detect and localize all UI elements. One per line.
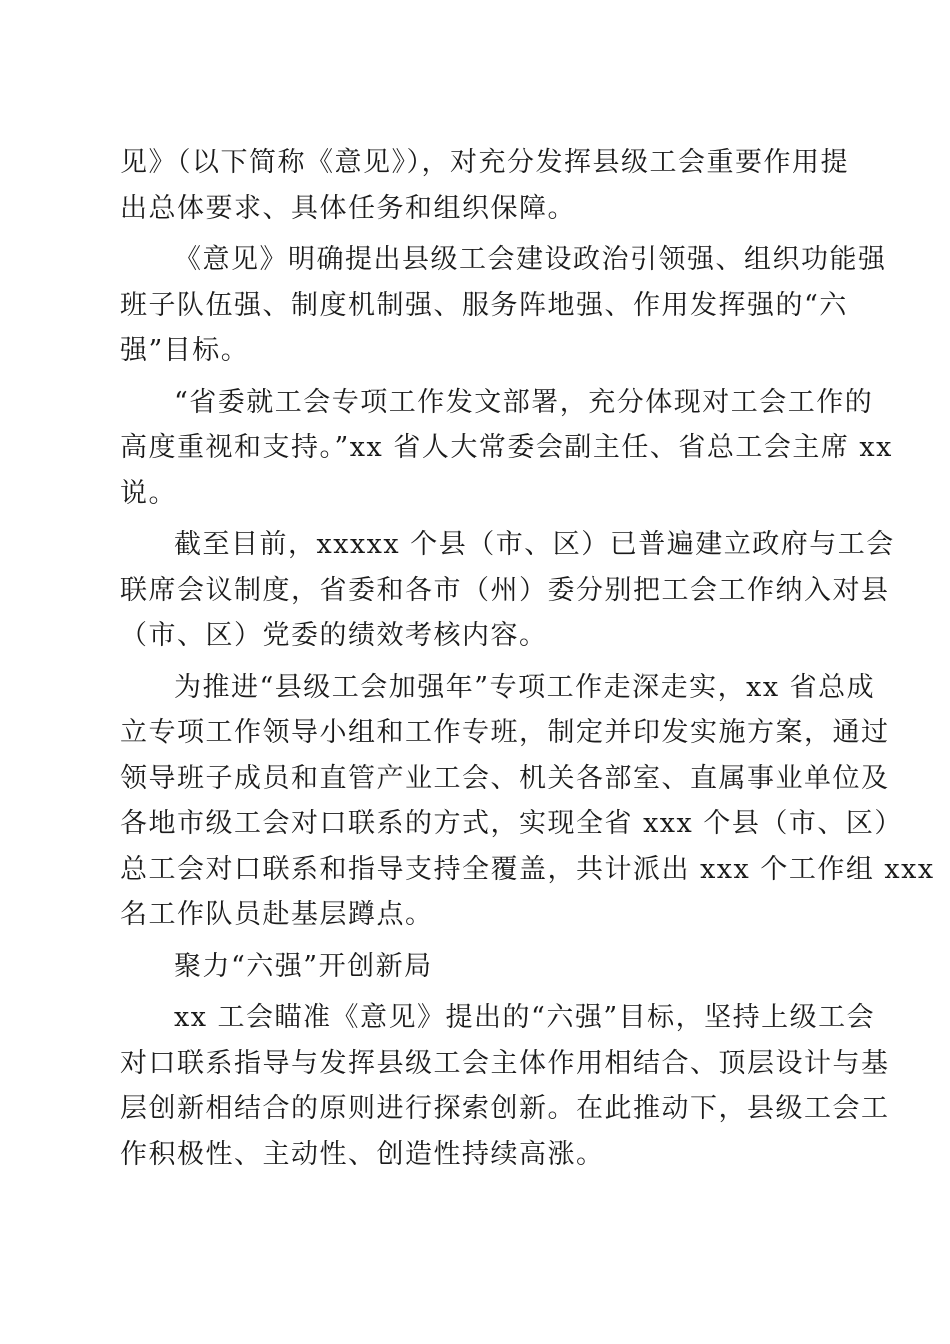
text-line: 立专项工作领导小组和工作专班，制定并印发实施方案，通过 [120,717,890,748]
text-line: xx 工会瞄准《意见》提出的“六强”目标，坚持上级工会 [174,1002,876,1033]
text-line: 联席会议制度，省委和各市（州）委分别把工会工作纳入对县 [120,574,890,606]
text-line: 对口联系指导与发挥县级工会主体作用相结合、顶层设计与基 [120,1047,890,1079]
paragraph [120,522,895,659]
text-line: 出总体要求、具体任务和组织保障。 [120,192,576,224]
text-line: 各地市级工会对口联系的方式，实现全省 xxx 个县（市、区） [120,808,903,839]
text-line: 作积极性、主动性、创造性持续高涨。 [120,1138,605,1170]
text-line: “省委就工会专项工作发文部署，充分体现对工会工作的 [174,386,874,418]
text-line: 《意见》明确提出县级工会建设政治引领强、组织功能强 [174,244,887,275]
text-line: 说。 [120,477,177,509]
paragraph [120,665,935,938]
paragraph [120,237,887,374]
text-line: 层创新相结合的原则进行探索创新。在此推动下，县级工会工 [120,1093,890,1124]
paragraph [120,380,893,517]
text-line: 截至目前，xxxxx 个县（市、区）已普遍建立政府与工会 [174,529,895,560]
document-body [120,140,935,1177]
text-line: 班子队伍强、制度机制强、服务阵地强、作用发挥强的“六 [120,289,848,321]
paragraph [120,140,849,231]
text-line: 强”目标。 [120,335,250,366]
text-line: （市、区）党委的绩效考核内容。 [120,620,548,651]
text-line: 名工作队员赴基层蹲点。 [120,899,434,930]
section-heading [120,944,825,990]
text-line: 为推进“县级工会加强年”专项工作走深走实，xx 省总成 [174,671,876,703]
text-line: 高度重视和支持。”xx 省人大常委会副主任、省总工会主席 xx [120,432,893,463]
heading-line: 聚力“六强”开创新局 [174,950,433,982]
text-line: 见》（以下简称《意见》），对充分发挥县级工会重要作用提 [120,147,849,178]
text-line: 领导班子成员和直管产业工会、机关各部室、直属事业单位及 [120,762,890,794]
text-line: 总工会对口联系和指导支持全覆盖，共计派出 xxx 个工作组 xxx [120,853,935,885]
paragraph [120,995,890,1177]
